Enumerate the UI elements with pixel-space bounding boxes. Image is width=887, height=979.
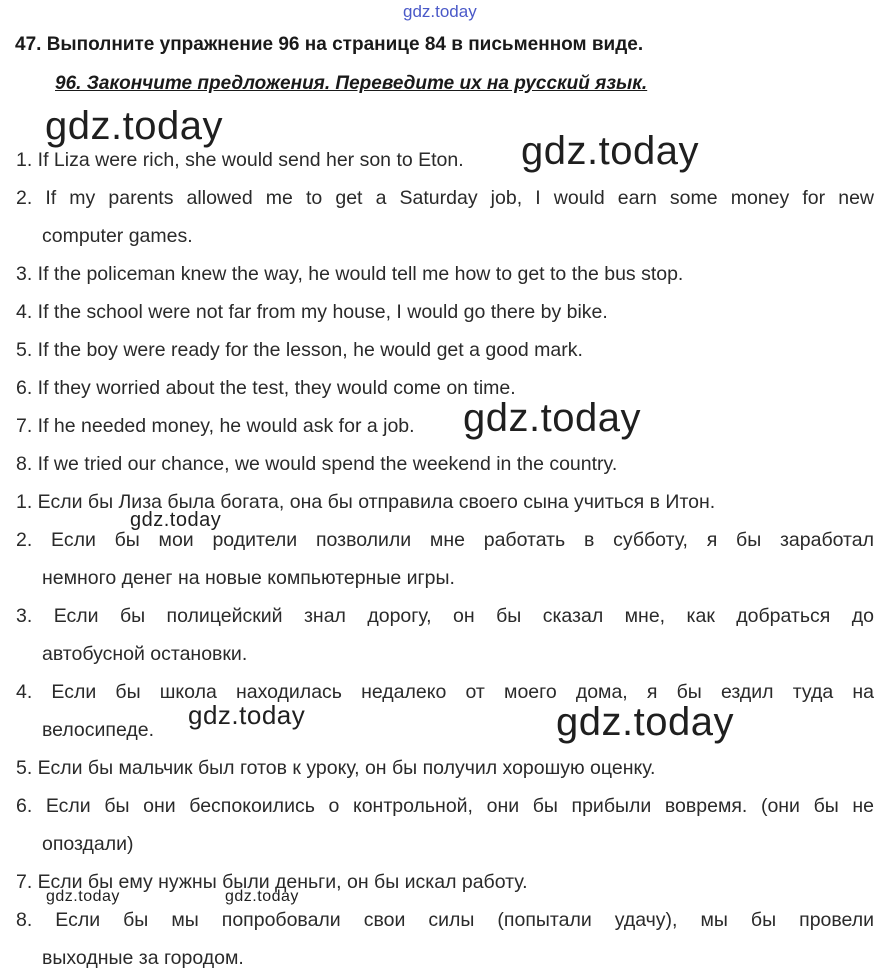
russian-sentence-8: 8. Если бы мы попробовали свои силы (попытали удачу), мы бы провели (16, 909, 874, 931)
russian-sentence-6-cont: опоздали) (42, 833, 134, 855)
english-sentence-5: 5. If the boy were ready for the lesson, he would get a good mark. (16, 339, 583, 361)
russian-sentence-8-cont: выходные за городом. (42, 947, 244, 969)
russian-sentence-3-cont: автобусной остановки. (42, 643, 248, 665)
english-sentence-4: 4. If the school were not far from my house, I would go there by bike. (16, 301, 608, 323)
russian-sentence-6: 6. Если бы они беспокоились о контрольной, они бы прибыли вовремя. (они бы не (16, 795, 874, 817)
watermark-2: gdz.today (521, 129, 699, 173)
english-sentence-6: 6. If they worried about the test, they would come on time. (16, 377, 516, 399)
watermark-8: gdz.today (225, 888, 299, 905)
exercise-subheading: 96. Закончите предложения. Переведите их на русский язык. (55, 73, 648, 94)
exercise-heading: 47. Выполните упражнение 96 на странице 84 в письменном виде. (15, 34, 644, 55)
watermark-top: gdz.today (403, 2, 477, 21)
russian-sentence-2: 2. Если бы мои родители позволили мне работать в субботу, я бы заработал (16, 529, 874, 551)
watermark-4: gdz.today (130, 509, 222, 531)
english-sentence-3: 3. If the policeman knew the way, he would tell me how to get to the bus stop. (16, 263, 684, 285)
english-sentence-1: 1. If Liza were rich, she would send her son to Eton. (16, 149, 464, 171)
watermark-7: gdz.today (46, 888, 120, 905)
russian-sentence-5: 5. Если бы мальчик был готов к уроку, он бы получил хорошую оценку. (16, 757, 656, 779)
russian-sentence-4-cont: велосипеде. (42, 719, 155, 741)
watermark-5: gdz.today (188, 700, 306, 730)
english-sentence-2: 2. If my parents allowed me to get a Saturday job, I would earn some money for new (16, 187, 874, 209)
watermark-1: gdz.today (45, 104, 223, 148)
russian-sentence-2-cont: немного денег на новые компьютерные игры. (42, 567, 455, 589)
russian-sentence-1: 1. Если бы Лиза была богата, она бы отправила своего сына учиться в Итон. (16, 491, 716, 513)
watermark-3: gdz.today (463, 396, 641, 440)
watermark-6: gdz.today (556, 700, 734, 744)
english-sentence-2-cont: computer games. (42, 225, 193, 247)
russian-sentence-7: 7. Если бы ему нужны были деньги, он бы искал работу. (16, 871, 528, 893)
english-sentence-7: 7. If he needed money, he would ask for a job. (16, 415, 415, 437)
russian-sentence-4: 4. Если бы школа находилась недалеко от моего дома, я бы ездил туда на (16, 681, 874, 703)
russian-sentence-3: 3. Если бы полицейский знал дорогу, он бы сказал мне, как добраться до (16, 605, 874, 627)
english-sentence-8: 8. If we tried our chance, we would spend the weekend in the country. (16, 453, 618, 475)
